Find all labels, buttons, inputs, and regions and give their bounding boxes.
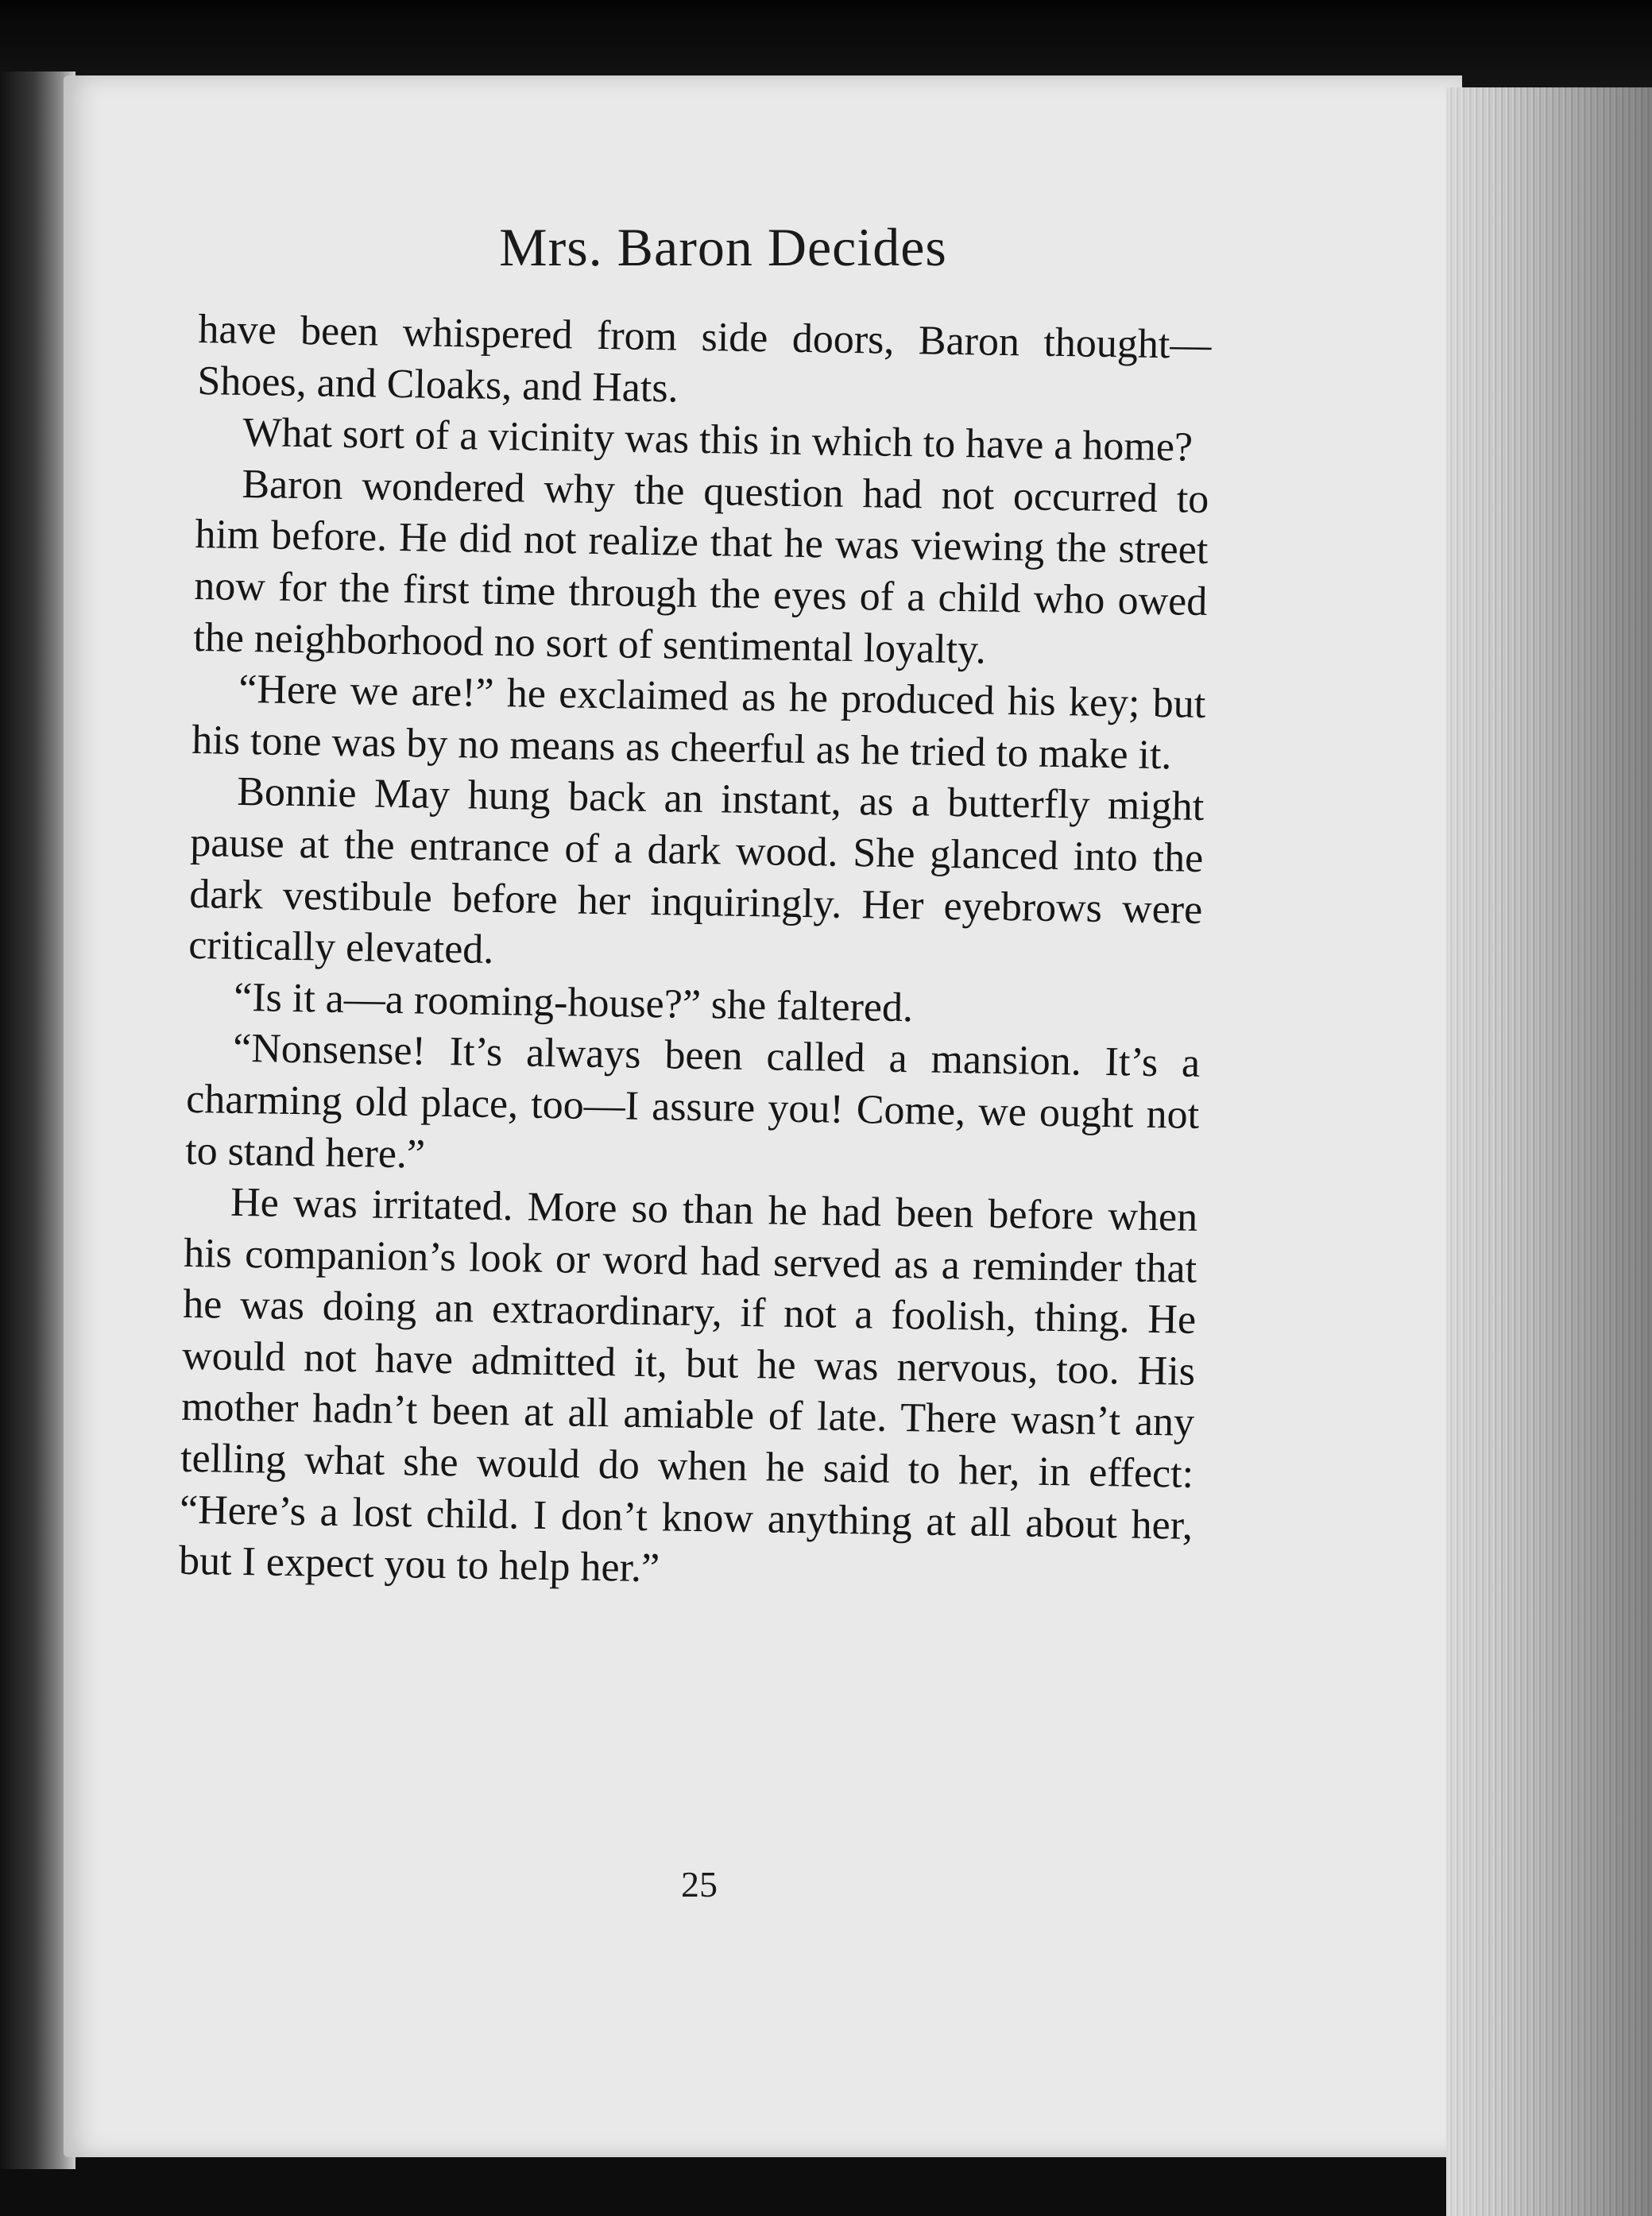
- page-number: 25: [681, 1864, 718, 1905]
- paragraph: Baron wondered why the question had not occurred to him before. He did not realize that he was viewing the street now for the first time through the eyes of a child who owed the neighborhood no sort of sentimental loyalty.: [192, 461, 1209, 673]
- paragraph: “Here we are!” he exclaimed as he produced his key; but his tone was by no means as cheerful as he tried to make it.: [191, 667, 1206, 779]
- paragraph: He was irritated. More so than he had been before when his companion’s look or word had served as a reminder that he was doing an extraordinary, if not a foolish, thing. He would not have admitted it, but he was nervous, too. His mother hadn’t been at all amiable of late. There wasn’t any telling what she would do when he said to her, in effect: “Here’s a lost child. I don’t know anything at all about her, but I expect you to help her.”: [178, 1179, 1198, 1591]
- paragraph: “Nonsense! It’s always been called a mansion. It’s a charming old place, too—I assure you! Come, we ought not to stand here.”: [184, 1026, 1201, 1178]
- paragraph: What sort of a vicinity was this in which to have a home?: [242, 410, 1194, 470]
- paragraph: “Is it a—a rooming-house?” she faltered.: [233, 974, 914, 1031]
- paragraph: Bonnie May hung back an instant, as a butterfly might pause at the entrance of a dark wood. She glanced into the dark vestibule before her inquiringly. Her eyebrows were critically elevated.: [188, 769, 1205, 973]
- scan-background-top: [0, 0, 1652, 87]
- running-head: Mrs. Baron Decides: [499, 217, 947, 277]
- paragraph: have been whispered from side doors, Baron thought—Shoes, and Cloaks, and Hats.: [197, 306, 1212, 412]
- body-text: [179, 304, 1212, 1603]
- page-fore-edge-shading: [1446, 87, 1652, 2216]
